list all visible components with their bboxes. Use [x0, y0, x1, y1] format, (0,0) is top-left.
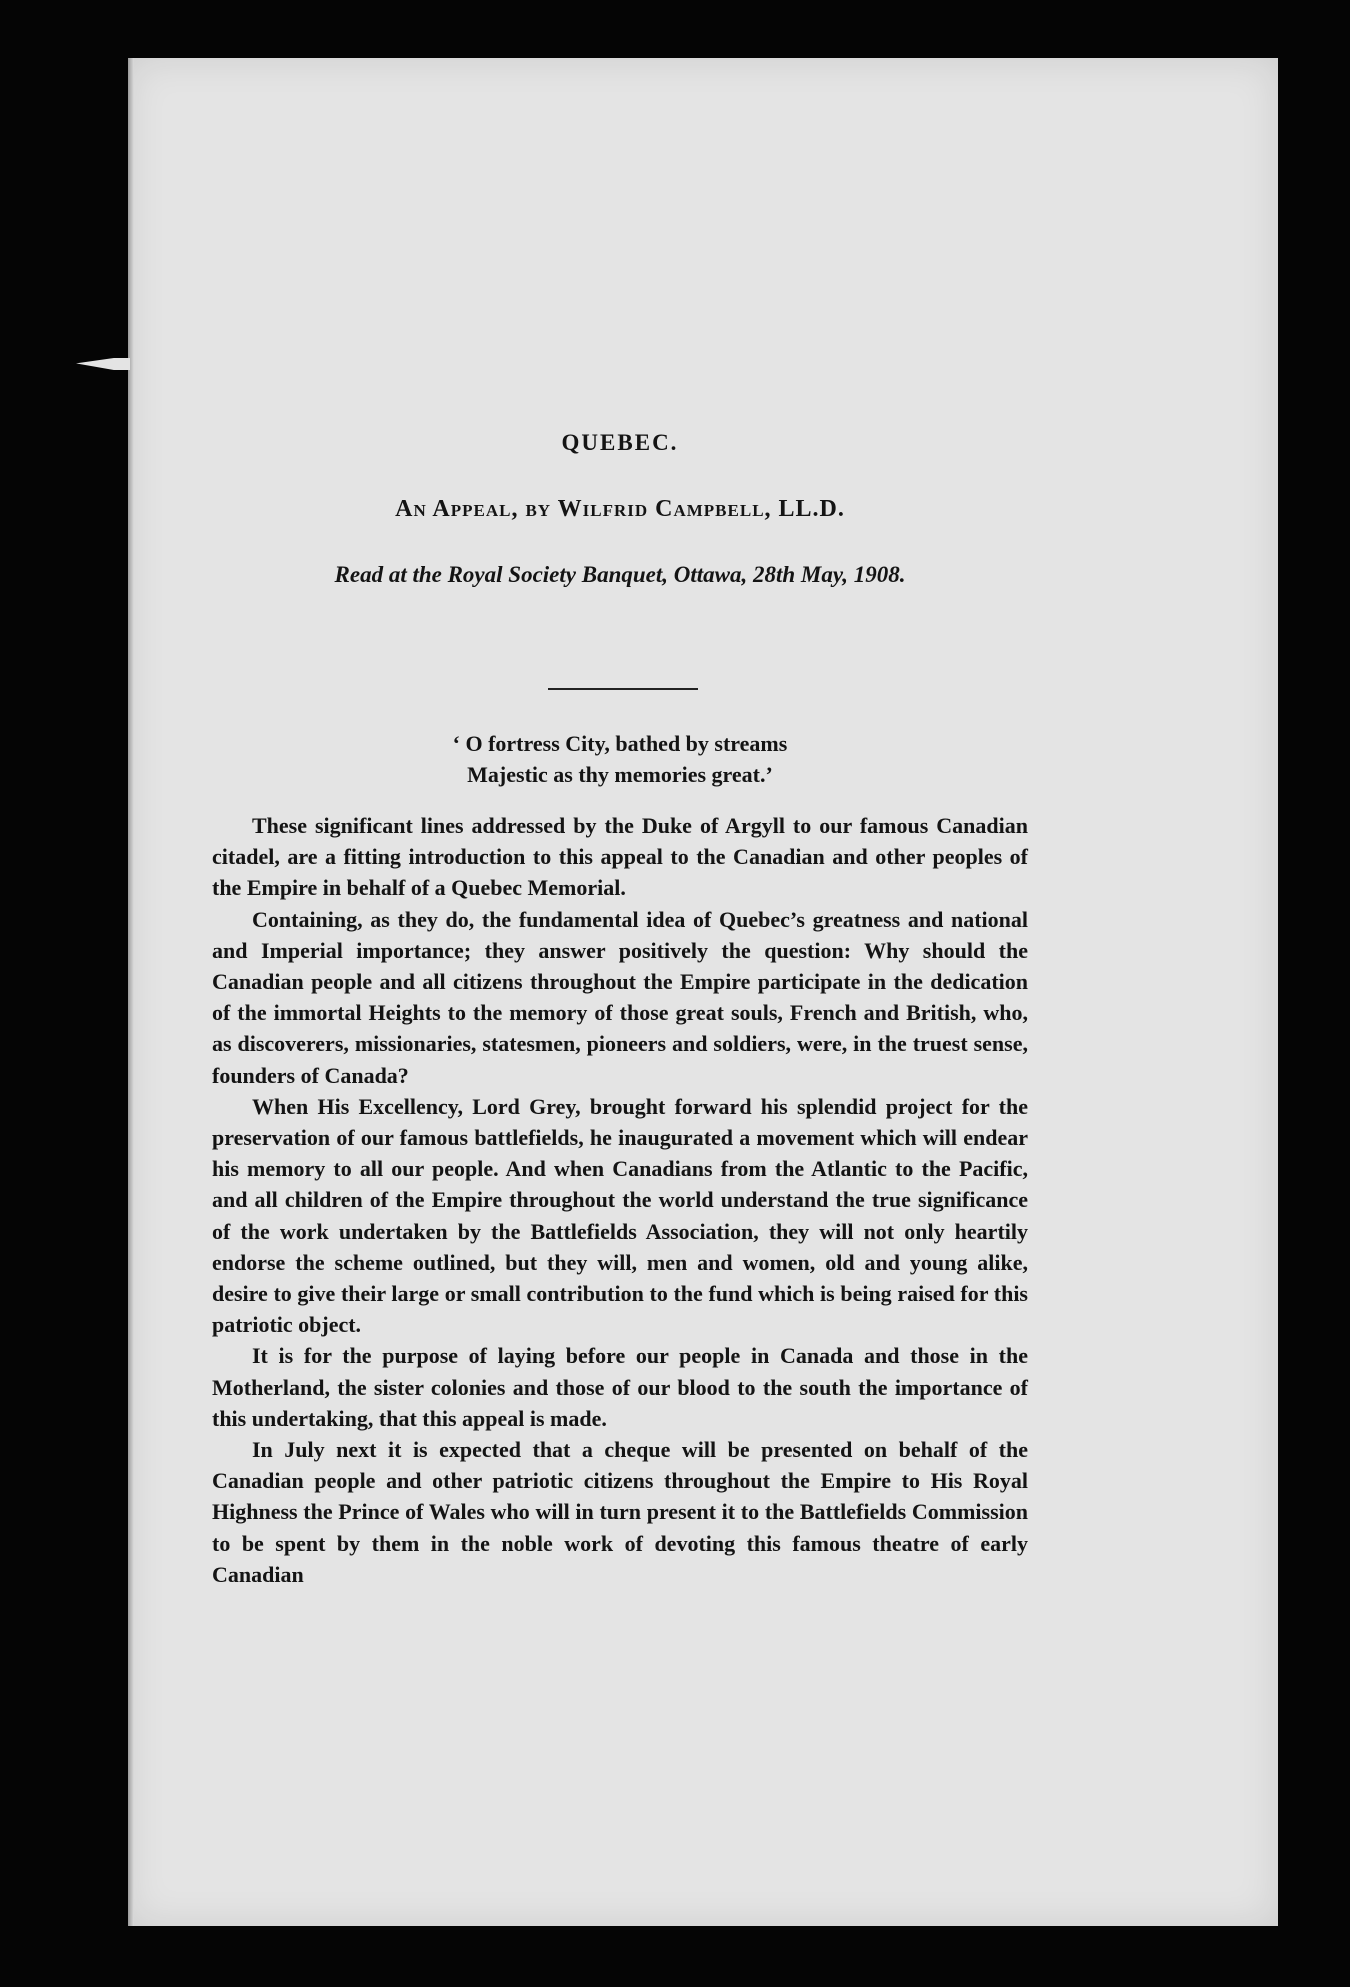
paragraph: In July next it is expected that a cheque will be presented on behalf of the Canadian people and other patriotic citizens throughout the Empire to His Royal Highness the Prince of Wales who will in turn present it to the Battlefields Commission to be spent by them in the noble work of devoting this famous theatre of early Canadian	[212, 1437, 1028, 1587]
body-text	[212, 810, 1028, 1590]
page-left-edge	[128, 58, 134, 1926]
epigraph	[212, 728, 1028, 790]
paragraph: When His Excellency, Lord Grey, brought forward his splendid project for the preservation of our famous battlefields, he inaugurated a movement which will endear his memory to all our people. And when Canadians from the Atlantic to the Pacific, and all children of the Empire throughout the world understand the true significance of the work undertaken by the Battlefields Association, they will not only heartily endorse the scheme outlined, but they will, men and women, old and young alike, desire to give their large or small contribution to the fund which is being raised for this patriotic object.	[212, 1093, 1028, 1338]
document-page	[128, 58, 1278, 1926]
epigraph-line: Majestic as thy memories great.’	[467, 762, 773, 787]
paragraph: It is for the purpose of laying before our people in Canada and those in the Motherland, the sister colonies and those of our blood to the south the importance of this undertaking, that this appeal is made.	[212, 1343, 1028, 1431]
document-subtitle: Read at the Royal Society Banquet, Ottawa, 28th May, 1908.	[334, 562, 906, 587]
page-marker-tab	[76, 358, 130, 370]
paragraph: Containing, as they do, the fundamental idea of Quebec’s greatness and national and Imperial importance; they answer positively the question: Why should the Canadian people and all citizens throughout the Empire participate in the dedication of the immortal Heights to the memory of those great souls, French and British, who, as discoverers, missionaries, statesmen, pioneers and soldiers, were, in the truest sense, founders of Canada?	[212, 906, 1028, 1088]
section-divider	[548, 688, 698, 690]
epigraph-line: ‘ O fortress City, bathed by streams	[452, 731, 788, 756]
paragraph: These significant lines addressed by the Duke of Argyll to our famous Canadian citadel, are a fitting introduction to this appeal to the Canadian and other peoples of the Empire in behalf of a Quebec Memorial.	[212, 813, 1028, 901]
document-byline: An Appeal, by Wilfrid Campbell, LL.D.	[395, 496, 845, 522]
document-title: QUEBEC.	[561, 430, 679, 455]
